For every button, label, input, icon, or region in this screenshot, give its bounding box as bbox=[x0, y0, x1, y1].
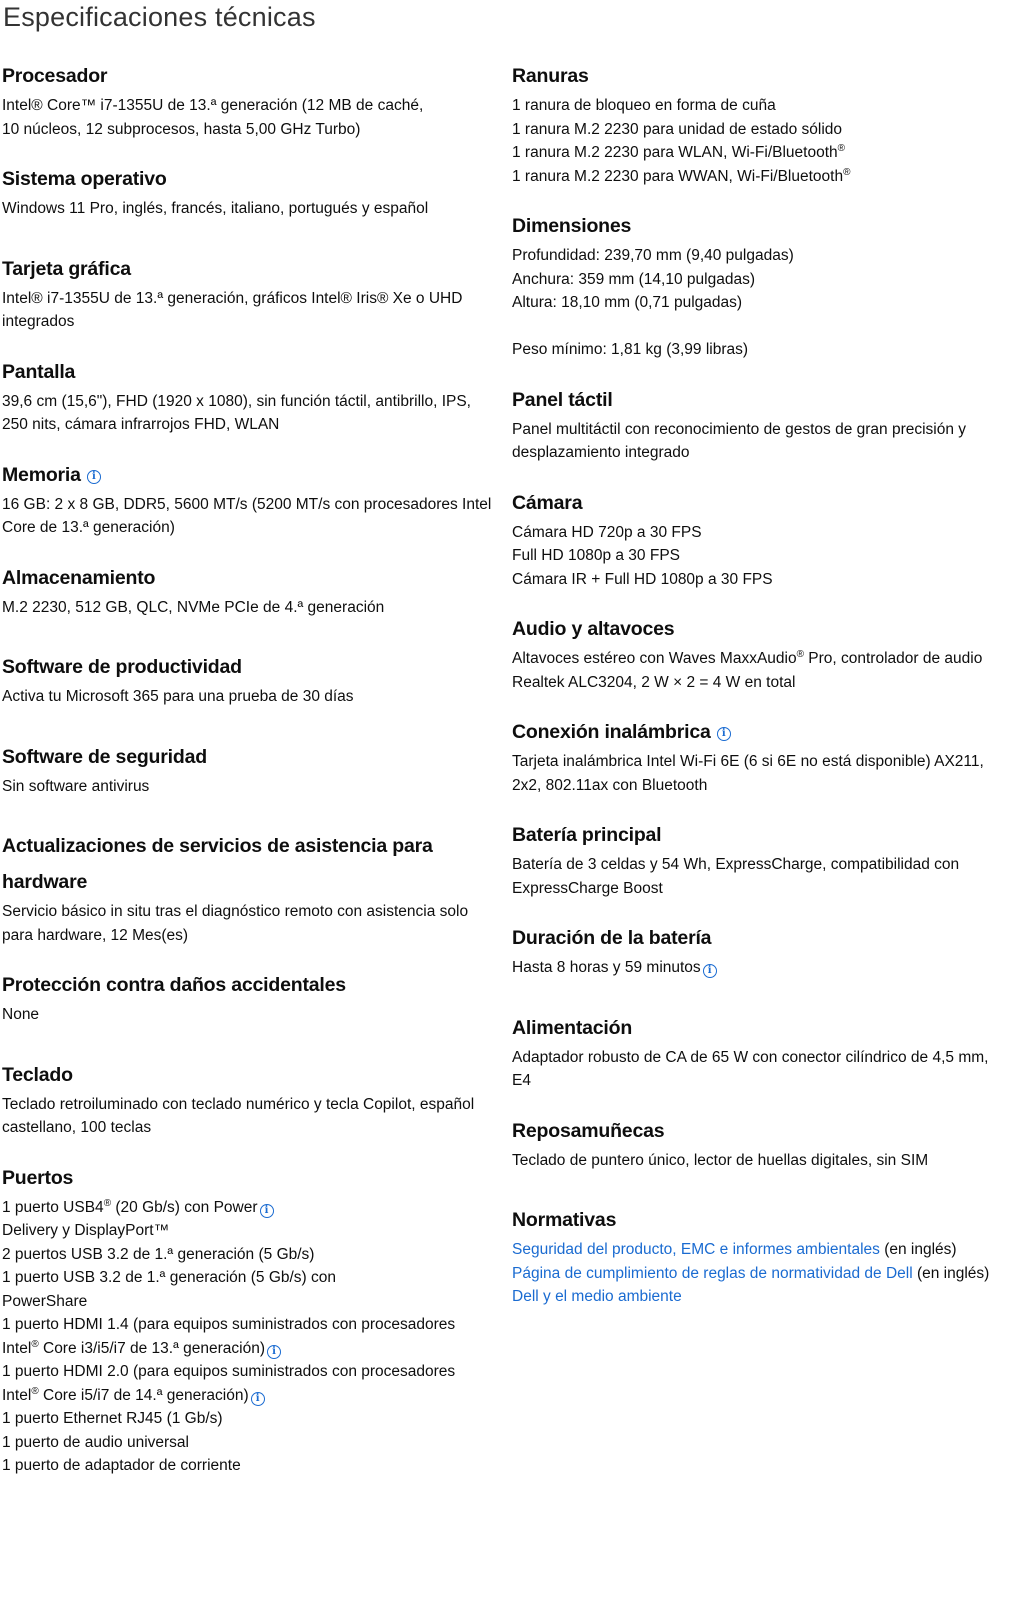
spec-heading: Dimensiones bbox=[512, 215, 632, 237]
spec-value: Windows 11 Pro, inglés, francés, italiano, portugués y español bbox=[2, 200, 429, 217]
registered-mark: ® bbox=[31, 1385, 39, 1397]
slot-text: 1 ranura M.2 2230 para WWAN, Wi-Fi/Bluetooth bbox=[512, 167, 844, 185]
spec-value: PowerShare bbox=[2, 1292, 88, 1310]
spec-value: 10 núcleos, 12 subprocesos, hasta 5,00 GHz Turbo) bbox=[2, 120, 361, 138]
info-icon[interactable]: i bbox=[87, 470, 101, 484]
port-text: 1 puerto USB4 bbox=[2, 1198, 104, 1216]
spec-memoria bbox=[2, 457, 497, 540]
spec-value: Adaptador robusto de CA de 65 W con conector cilíndrico de 4,5 mm, bbox=[512, 1048, 989, 1066]
spec-value: 2 puertos USB 3.2 de 1.ª generación (5 Gb/s) bbox=[2, 1245, 315, 1263]
spec-value: 1 ranura M.2 2230 para unidad de estado sólido bbox=[512, 120, 843, 138]
spec-heading: Reposamuñecas bbox=[512, 1119, 665, 1142]
slot-text: 1 ranura M.2 2230 para WLAN, Wi-Fi/Bluetooth bbox=[512, 144, 838, 161]
audio-text: Pro, controlador de audio bbox=[803, 650, 983, 667]
spec-heading: Tarjeta gráfica bbox=[2, 257, 131, 280]
spec-software-productividad bbox=[2, 649, 497, 709]
spec-value: 1 ranura de bloqueo en forma de cuña bbox=[512, 97, 776, 114]
spec-heading: Cámara bbox=[512, 491, 583, 514]
spec-procesador bbox=[2, 58, 497, 141]
spec-value: integrados bbox=[2, 313, 75, 330]
spec-audio bbox=[512, 611, 1007, 694]
page-title: Especificaciones técnicas bbox=[3, 2, 316, 32]
link-suffix: (en inglés) bbox=[879, 1241, 957, 1258]
spec-value: 1 puerto de adaptador de corriente bbox=[2, 1457, 241, 1474]
spec-value bbox=[512, 1285, 1007, 1309]
spec-asistencia bbox=[2, 828, 497, 947]
spec-value: Peso mínimo: 1,81 kg (3,99 libras) bbox=[512, 341, 749, 358]
link-suffix: (en inglés) bbox=[912, 1264, 990, 1282]
spec-value: Teclado retroiluminado con teclado numérico y tecla Copilot, español bbox=[2, 1095, 475, 1113]
spec-value bbox=[2, 1384, 497, 1408]
spec-value: 1 puerto Ethernet RJ45 (1 Gb/s) bbox=[2, 1410, 223, 1427]
spec-value: Cámara IR + Full HD 1080p a 30 FPS bbox=[512, 570, 773, 588]
spec-value: 1 puerto de audio universal bbox=[2, 1433, 189, 1451]
info-icon[interactable]: i bbox=[717, 727, 731, 741]
spec-value: Batería de 3 celdas y 54 Wh, ExpressCharge, compatibilidad con bbox=[512, 856, 960, 873]
spec-heading: Audio y altavoces bbox=[512, 618, 675, 640]
spec-camara bbox=[512, 485, 1007, 592]
spec-heading: Puertos bbox=[2, 1166, 74, 1189]
spec-panel-tactil bbox=[512, 382, 1007, 465]
spec-value: Realtek ALC3204, 2 W × 2 = 4 W en total bbox=[512, 673, 796, 691]
spec-almacenamiento bbox=[2, 560, 497, 620]
spec-heading: Teclado bbox=[2, 1063, 73, 1086]
specs-right-column bbox=[512, 58, 1007, 1309]
spec-proteccion bbox=[2, 967, 497, 1027]
spec-value: ExpressCharge Boost bbox=[512, 879, 663, 897]
spec-value: Servicio básico in situ tras el diagnóstico remoto con asistencia solo bbox=[2, 903, 469, 920]
spec-heading: Panel táctil bbox=[512, 388, 613, 411]
spec-value: Full HD 1080p a 30 FPS bbox=[512, 547, 681, 564]
audio-text: Altavoces estéreo con Waves MaxxAudio bbox=[512, 650, 797, 667]
spec-value: 1 puerto USB 3.2 de 1.ª generación (5 Gb/s) con bbox=[2, 1269, 337, 1286]
spec-heading: hardware bbox=[2, 871, 88, 893]
spec-value: Delivery y DisplayPort™ bbox=[2, 1222, 170, 1239]
spec-value: 250 nits, cámara infrarrojos FHD, WLAN bbox=[2, 416, 280, 433]
spec-reposamunecas bbox=[512, 1113, 1007, 1173]
spec-heading-text: Memoria bbox=[2, 463, 81, 486]
spec-value: 1 puerto HDMI 1.4 (para equipos suministrados con procesadores bbox=[2, 1316, 456, 1333]
spec-value: None bbox=[2, 1006, 40, 1023]
spec-value bbox=[2, 1337, 497, 1361]
spec-value: Teclado de puntero único, lector de huellas digitales, sin SIM bbox=[512, 1151, 929, 1169]
spec-value: Cámara HD 720p a 30 FPS bbox=[512, 523, 702, 541]
info-icon[interactable]: i bbox=[251, 1392, 265, 1406]
info-icon[interactable]: i bbox=[703, 964, 717, 978]
spec-puertos bbox=[2, 1160, 497, 1478]
port-text: (20 Gb/s) con Power bbox=[111, 1198, 258, 1216]
spec-value bbox=[512, 165, 1007, 189]
spec-heading: Software de productividad bbox=[2, 656, 242, 678]
spec-software-seguridad bbox=[2, 739, 497, 799]
spec-value: Intel® Core™ i7-1355U de 13.ª generación (12 MB de caché, bbox=[2, 97, 424, 114]
spec-heading: Software de seguridad bbox=[2, 745, 207, 768]
spec-teclado bbox=[2, 1057, 497, 1140]
port-text: Intel bbox=[2, 1339, 32, 1357]
port-text: Core i5/i7 de 14.ª generación) bbox=[38, 1386, 249, 1404]
spec-value: 2x2, 802.11ax con Bluetooth bbox=[512, 776, 708, 794]
spec-value: castellano, 100 teclas bbox=[2, 1119, 152, 1136]
spec-value bbox=[512, 141, 1007, 165]
link-seguridad-producto[interactable]: Seguridad del producto, EMC e informes ambientales bbox=[512, 1241, 880, 1258]
registered-mark: ® bbox=[103, 1197, 112, 1209]
spec-sistema-operativo bbox=[2, 161, 497, 221]
spec-value: E4 bbox=[512, 1072, 531, 1089]
spec-normativas bbox=[512, 1202, 1007, 1309]
registered-mark: ® bbox=[796, 648, 804, 660]
spec-value bbox=[512, 647, 1007, 671]
info-icon[interactable]: i bbox=[267, 1345, 281, 1359]
link-cumplimiento-normatividad[interactable]: Página de cumplimiento de reglas de normatividad de Dell bbox=[512, 1264, 913, 1282]
spec-heading: Normativas bbox=[512, 1209, 617, 1231]
specs-left-column bbox=[2, 58, 497, 1478]
spec-bateria bbox=[512, 817, 1007, 900]
spec-heading: Procesador bbox=[2, 65, 108, 87]
spec-value: Profundidad: 239,70 mm (9,40 pulgadas) bbox=[512, 247, 794, 264]
registered-mark: ® bbox=[843, 166, 851, 178]
spec-value: Sin software antivirus bbox=[2, 777, 150, 795]
spec-alimentacion bbox=[512, 1010, 1007, 1093]
spec-value: 16 GB: 2 x 8 GB, DDR5, 5600 MT/s (5200 MT/s con procesadores Intel bbox=[2, 495, 492, 513]
spec-heading: Pantalla bbox=[2, 360, 76, 383]
spec-tarjeta-grafica bbox=[2, 251, 497, 334]
info-icon[interactable]: i bbox=[260, 1204, 274, 1218]
spec-value bbox=[2, 1196, 497, 1220]
registered-mark: ® bbox=[837, 142, 846, 154]
spec-duracion-bateria bbox=[512, 920, 1007, 980]
spec-value: 39,6 cm (15,6"), FHD (1920 x 1080), sin función táctil, antibrillo, IPS, bbox=[2, 392, 471, 410]
spec-value: Anchura: 359 mm (14,10 pulgadas) bbox=[512, 270, 755, 288]
spec-value: desplazamiento integrado bbox=[512, 444, 690, 461]
spec-value: Altura: 18,10 mm (0,71 pulgadas) bbox=[512, 294, 743, 311]
spec-value: Intel® i7-1355U de 13.ª generación, gráficos Intel® Iris® Xe o UHD bbox=[2, 289, 463, 307]
spec-value: para hardware, 12 Mes(es) bbox=[2, 926, 189, 944]
spec-value: Panel multitáctil con reconocimiento de gestos de gran precisión y bbox=[512, 420, 967, 438]
battery-life-text: Hasta 8 horas y 59 minutos bbox=[512, 959, 701, 976]
spec-value: Activa tu Microsoft 365 para una prueba de 30 días bbox=[2, 688, 354, 705]
spec-heading bbox=[512, 714, 1007, 750]
link-dell-medio-ambiente[interactable]: Dell y el medio ambiente bbox=[512, 1288, 682, 1305]
spec-conexion-inalambrica bbox=[512, 714, 1007, 797]
port-text: Core i3/i5/i7 de 13.ª generación) bbox=[38, 1339, 266, 1357]
spec-heading: Ranuras bbox=[512, 65, 589, 87]
spec-value bbox=[512, 1262, 1007, 1286]
spec-value: M.2 2230, 512 GB, QLC, NVMe PCIe de 4.ª generación bbox=[2, 598, 385, 616]
spec-ranuras bbox=[512, 58, 1007, 188]
registered-mark: ® bbox=[31, 1338, 39, 1350]
spec-heading: Batería principal bbox=[512, 824, 662, 846]
spec-heading: Actualizaciones de servicios de asistencia para bbox=[2, 835, 433, 857]
spec-heading: Protección contra daños accidentales bbox=[2, 974, 346, 996]
spec-heading bbox=[2, 457, 497, 493]
spec-dimensiones bbox=[512, 208, 1007, 362]
spec-value: Core de 13.ª generación) bbox=[2, 519, 175, 536]
spec-heading-text: Conexión inalámbrica bbox=[512, 721, 711, 743]
spec-heading: Sistema operativo bbox=[2, 168, 167, 190]
spec-value bbox=[512, 956, 1007, 980]
spec-value bbox=[512, 1238, 1007, 1262]
spec-value: Tarjeta inalámbrica Intel Wi-Fi 6E (6 si 6E no está disponible) AX211, bbox=[512, 753, 984, 770]
port-text: Intel bbox=[2, 1386, 32, 1404]
spec-heading: Almacenamiento bbox=[2, 566, 156, 589]
spec-value: 1 puerto HDMI 2.0 (para equipos suministrados con procesadores bbox=[2, 1363, 456, 1380]
spec-heading: Duración de la batería bbox=[512, 927, 712, 949]
spec-pantalla bbox=[2, 354, 497, 437]
spec-heading: Alimentación bbox=[512, 1016, 633, 1039]
